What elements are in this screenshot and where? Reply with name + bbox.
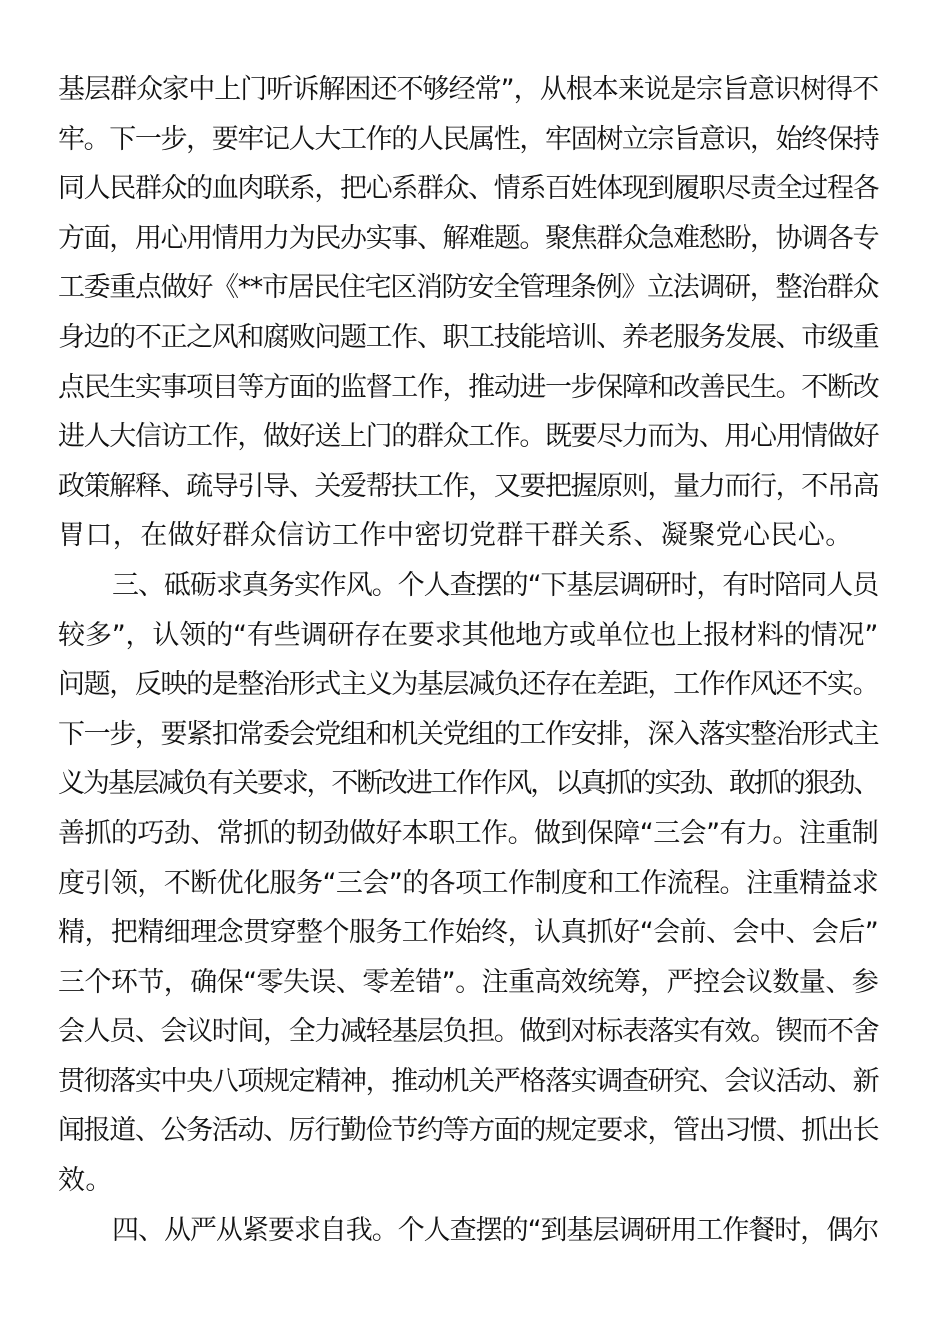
text-line: 度引领，不断优化服务“三会”的各项工作制度和工作流程。注重精益求 [58,867,878,899]
text-line: 善抓的巧劲、常抓的韧劲做好本职工作。做到保障“三会”有力。注重制 [58,817,878,849]
text-line: 基层群众家中上门听诉解困还不够经常”，从根本来说是宗旨意识树得不 [58,74,878,105]
text-line: 效。 [58,1165,113,1197]
text-line: 进人大信访工作，做好送上门的群众工作。既要尽力而为、用心用情做好 [58,421,878,453]
paragraph-section-three [58,561,878,1206]
text-line: 工委重点做好《**市居民住宅区消防安全管理条例》立法调研，整治群众 [58,272,878,304]
text-line: 身边的不正之风和腐败问题工作、职工技能培训、养老服务发展、市级重 [58,321,878,353]
paragraph-1 [58,65,878,561]
text-line: 三个环节，确保“零失误、零差错”。注重高效统筹，严控会议数量、参 [58,966,878,998]
paragraph-section-four [58,1206,878,1256]
text-line: 问题，反映的是整治形式主义为基层减负还存在差距，工作作风还不实。 [58,669,878,701]
text-line: 政策解释、疏导引导、关爱帮扶工作，又要把握原则，量力而行，不吊高 [58,470,878,502]
text-line: 较多”，认领的“有些调研存在要求其他地方或单位也上报材料的情况” [58,619,878,651]
text-line: 精，把精细理念贯穿整个服务工作始终，认真抓好“会前、会中、会后” [58,917,878,949]
text-line: 义为基层减负有关要求，不断改进工作作风，以真抓的实劲、敢抓的狠劲、 [58,768,878,800]
text-line: 下一步，要紧扣常委会党组和机关党组的工作安排，深入落实整治形式主 [58,718,878,750]
text-line: 点民生实事项目等方面的监督工作，推动进一步保障和改善民生。不断改 [58,371,878,403]
text-line: 方面，用心用情用力为民办实事、解难题。聚焦群众急难愁盼，协调各专 [58,222,878,254]
text-line: 同人民群众的血肉联系，把心系群众、情系百姓体现到履职尽责全过程各 [58,173,878,205]
text-line: 三、砥砺求真务实作风。个人查摆的“下基层调研时，有时陪同人员 [112,569,878,601]
text-line: 贯彻落实中央八项规定精神，推动机关严格落实调查研究、会议活动、新 [58,1065,878,1097]
text-line: 四、从严从紧要求自我。个人查摆的“到基层调研用工作餐时，偶尔 [112,1214,878,1246]
text-line: 牢。下一步，要牢记人大工作的人民属性，牢固树立宗旨意识，始终保持 [58,123,878,155]
text-line: 胃口，在做好群众信访工作中密切党群干群关系、凝聚党心民心。 [58,520,853,552]
document-page [58,65,878,1255]
text-line: 会人员、会议时间，全力减轻基层负担。做到对标表落实有效。锲而不舍 [58,1016,878,1048]
text-line: 闻报道、公务活动、厉行勤俭节约等方面的规定要求，管出习惯、抓出长 [58,1115,878,1147]
